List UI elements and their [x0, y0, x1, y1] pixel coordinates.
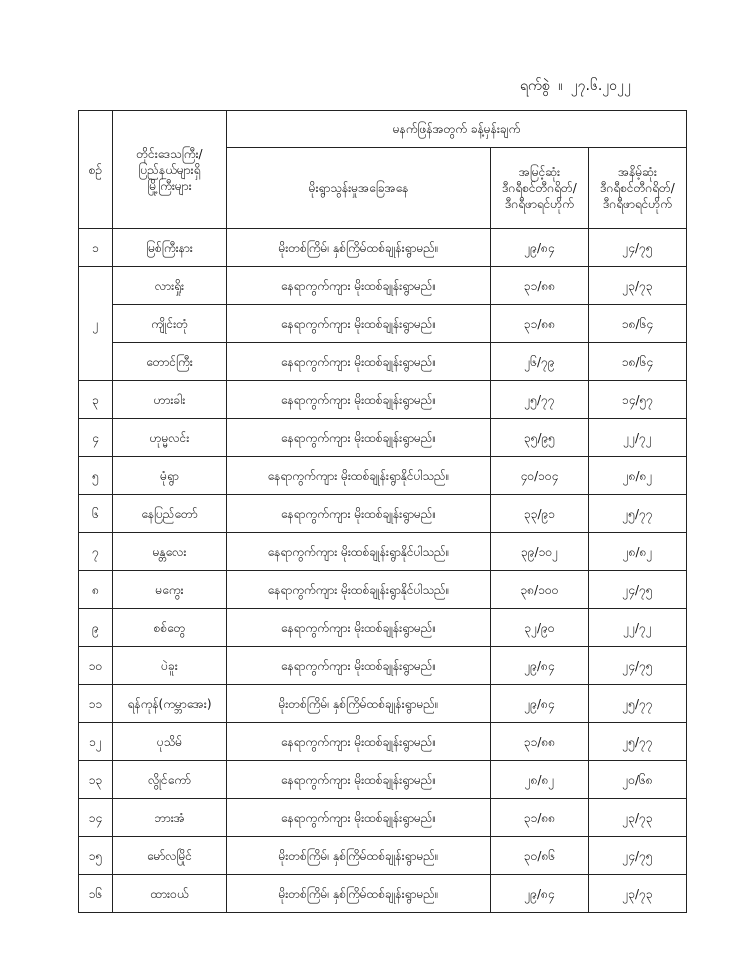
table-row — [79, 381, 687, 419]
date-separator: ။ — [558, 78, 563, 94]
serial-no-cell: ၃ — [79, 381, 113, 419]
min-temp-cell: ၂၃/၇၃ — [589, 267, 687, 305]
condition-cell: နေရာကွက်ကျား မိုးထစ်ချုန်းရွာနိုင်ပါသည်။ — [227, 533, 491, 571]
header-region-line: ပြည်နယ်များရှိ — [138, 162, 201, 177]
max-temp-cell: ၂၉/၈၄ — [491, 229, 589, 267]
condition-cell: နေရာကွက်ကျား မိုးထစ်ချုန်းရွာမည်။ — [227, 799, 491, 837]
table-row — [79, 685, 687, 723]
serial-no-cell: ၁၀ — [79, 647, 113, 685]
header-min-line: ဒီဂရီဖာရင်ဟိုက် — [603, 197, 672, 211]
min-temp-cell: ၂၄/၇၅ — [589, 571, 687, 609]
serial-no-cell: ၄ — [79, 419, 113, 457]
weather-forecast-table — [78, 110, 687, 913]
city-cell: စစ်တွေ — [113, 609, 227, 647]
serial-no-cell: ၁၄ — [79, 799, 113, 837]
city-cell: ထားဝယ် — [113, 875, 227, 913]
min-temp-cell: ၁၈/၆၄ — [589, 343, 687, 381]
max-temp-cell: ၃၅/၉၅ — [491, 419, 589, 457]
max-temp-cell: ၂၉/၈၄ — [491, 685, 589, 723]
min-temp-cell: ၂၅/၇၇ — [589, 723, 687, 761]
serial-no-cell: ၈ — [79, 571, 113, 609]
header-region — [113, 111, 227, 229]
condition-cell: နေရာကွက်ကျား မိုးထစ်ချုန်းရွာမည်။ — [227, 305, 491, 343]
table-row — [79, 533, 687, 571]
min-temp-cell: ၂၃/၇၃ — [589, 799, 687, 837]
serial-no-cell: ၇ — [79, 533, 113, 571]
condition-cell: နေရာကွက်ကျား မိုးထစ်ချုန်းရွာနိုင်ပါသည်။ — [227, 457, 491, 495]
max-temp-cell: ၃၃/၉၁ — [491, 495, 589, 533]
serial-no-cell: ၁၅ — [79, 837, 113, 875]
serial-no-cell: ၁၃ — [79, 761, 113, 799]
condition-cell: မိုးတစ်ကြိမ်၊ နှစ်ကြိမ်ထစ်ချုန်းရွာမည်။ — [227, 837, 491, 875]
city-cell: မန္တလေး — [113, 533, 227, 571]
max-temp-cell: ၃၁/၈၈ — [491, 723, 589, 761]
date-label: ရက်စွဲ — [520, 78, 550, 94]
min-temp-cell: ၂၂/၇၂ — [589, 419, 687, 457]
header-region-line: တိုင်းဒေသကြီး/ — [136, 146, 203, 161]
condition-cell: နေရာကွက်ကျား မိုးထစ်ချုန်းရွာမည်။ — [227, 419, 491, 457]
min-temp-cell: ၁၈/၆၄ — [589, 305, 687, 343]
serial-no-cell: ၂ — [79, 267, 113, 381]
condition-cell: မိုးတစ်ကြိမ်၊ နှစ်ကြိမ်ထစ်ချုန်းရွာမည်။ — [227, 875, 491, 913]
max-temp-cell: ၄၀/၁၀၄ — [491, 457, 589, 495]
max-temp-cell: ၂၈/၈၂ — [491, 761, 589, 799]
min-temp-cell: ၂၄/၇၅ — [589, 837, 687, 875]
condition-cell: နေရာကွက်ကျား မိုးထစ်ချုန်းရွာမည်။ — [227, 343, 491, 381]
min-temp-cell: ၂၂/၇၂ — [589, 609, 687, 647]
header-max-line: ဒီဂရီစင်တီဂရိတ်/ — [502, 181, 577, 195]
city-cell: ပဲခူး — [113, 647, 227, 685]
header-max-line: ဒီဂရီဖာရင်ဟိုက် — [505, 197, 574, 211]
city-cell: ရန်ကုန်(ကမ္ဘာအေး) — [113, 685, 227, 723]
header-rain-condition: မိုးရွာသွန်းမှုအခြေအနေ — [227, 148, 491, 229]
max-temp-cell: ၃၂/၉၀ — [491, 609, 589, 647]
city-cell: ဟားခါး — [113, 381, 227, 419]
max-temp-cell: ၃၁/၈၈ — [491, 799, 589, 837]
table-row — [79, 495, 687, 533]
min-temp-cell: ၁၄/၅၇ — [589, 381, 687, 419]
header-min-temp — [589, 148, 687, 229]
header-forecast-group: မနက်ဖြန်အတွက် ခန့်မှန်းချက် — [227, 111, 687, 148]
condition-cell: နေရာကွက်ကျား မိုးထစ်ချုန်းရွာမည်။ — [227, 609, 491, 647]
serial-no-cell: ၉ — [79, 609, 113, 647]
city-cell: မြစ်ကြီးနား — [113, 229, 227, 267]
min-temp-cell: ၂၄/၇၅ — [589, 229, 687, 267]
table-row — [79, 305, 687, 343]
condition-cell: နေရာကွက်ကျား မိုးထစ်ချုန်းရွာမည်။ — [227, 723, 491, 761]
min-temp-cell: ၂၈/၈၂ — [589, 533, 687, 571]
max-temp-cell: ၃၈/၁၀၀ — [491, 571, 589, 609]
header-max-temp — [491, 148, 589, 229]
serial-no-cell: ၆ — [79, 495, 113, 533]
min-temp-cell: ၂၄/၇၅ — [589, 647, 687, 685]
max-temp-cell: ၂၆/၇၉ — [491, 343, 589, 381]
max-temp-cell: ၃၉/၁၀၂ — [491, 533, 589, 571]
table-row — [79, 419, 687, 457]
max-temp-cell: ၂၉/၈၄ — [491, 647, 589, 685]
table-row — [79, 761, 687, 799]
condition-cell: နေရာကွက်ကျား မိုးထစ်ချုန်းရွာမည်။ — [227, 267, 491, 305]
condition-cell: နေရာကွက်ကျား မိုးထစ်ချုန်းရွာနိုင်ပါသည်။ — [227, 571, 491, 609]
condition-cell: နေရာကွက်ကျား မိုးထစ်ချုန်းရွာမည်။ — [227, 647, 491, 685]
min-temp-cell: ၂၅/၇၇ — [589, 685, 687, 723]
city-cell: ဟုမ္မလင်း — [113, 419, 227, 457]
table-row — [79, 229, 687, 267]
serial-no-cell: ၁ — [79, 229, 113, 267]
city-cell: မော်လမြိုင် — [113, 837, 227, 875]
min-temp-cell: ၂၅/၇၇ — [589, 495, 687, 533]
table-row — [79, 343, 687, 381]
serial-no-cell: ၁၁ — [79, 685, 113, 723]
city-cell: တောင်ကြီး — [113, 343, 227, 381]
city-cell: လွိုင်ကော် — [113, 761, 227, 799]
serial-no-cell: ၁၂ — [79, 723, 113, 761]
date-line — [520, 76, 690, 97]
city-cell: ပုသိမ် — [113, 723, 227, 761]
header-min-line: ဒီဂရီစင်တီဂရိတ်/ — [600, 181, 675, 195]
min-temp-cell: ၂၃/၇၃ — [589, 875, 687, 913]
table-row — [79, 647, 687, 685]
date-value: ၂၇.၆.၂၀၂၂ — [570, 78, 631, 94]
table-row — [79, 267, 687, 305]
max-temp-cell: ၃၀/၈၆ — [491, 837, 589, 875]
table-row — [79, 799, 687, 837]
table-row — [79, 609, 687, 647]
header-min-line: အနိမ့်ဆုံး — [618, 165, 657, 179]
city-cell: လားရှိုး — [113, 267, 227, 305]
max-temp-cell: ၃၁/၈၈ — [491, 305, 589, 343]
city-cell: ကျိုင်းတုံ — [113, 305, 227, 343]
header-region-line: မြို့ကြီးများ — [147, 178, 192, 193]
condition-cell: မိုးတစ်ကြိမ်၊ နှစ်ကြိမ်ထစ်ချုန်းရွာမည်။ — [227, 229, 491, 267]
condition-cell: နေရာကွက်ကျား မိုးထစ်ချုန်းရွာမည်။ — [227, 381, 491, 419]
header-max-line: အမြင့်ဆုံး — [518, 165, 561, 179]
table-row — [79, 875, 687, 913]
table-row — [79, 723, 687, 761]
header-serial-no: စဉ် — [79, 111, 113, 229]
serial-no-cell: ၅ — [79, 457, 113, 495]
city-cell: မုံရွာ — [113, 457, 227, 495]
table-row — [79, 837, 687, 875]
min-temp-cell: ၂၈/၈၂ — [589, 457, 687, 495]
max-temp-cell: ၂၉/၈၄ — [491, 875, 589, 913]
serial-no-cell: ၁၆ — [79, 875, 113, 913]
condition-cell: မိုးတစ်ကြိမ်၊ နှစ်ကြိမ်ထစ်ချုန်းရွာမည်။ — [227, 685, 491, 723]
max-temp-cell: ၂၅/၇၇ — [491, 381, 589, 419]
min-temp-cell: ၂၀/၆၈ — [589, 761, 687, 799]
city-cell: မကွေး — [113, 571, 227, 609]
condition-cell: နေရာကွက်ကျား မိုးထစ်ချုန်းရွာမည်။ — [227, 495, 491, 533]
table-row — [79, 457, 687, 495]
table-row — [79, 571, 687, 609]
condition-cell: နေရာကွက်ကျား မိုးထစ်ချုန်းရွာမည်။ — [227, 761, 491, 799]
max-temp-cell: ၃၁/၈၈ — [491, 267, 589, 305]
city-cell: ဘားအံ — [113, 799, 227, 837]
city-cell: နေပြည်တော် — [113, 495, 227, 533]
